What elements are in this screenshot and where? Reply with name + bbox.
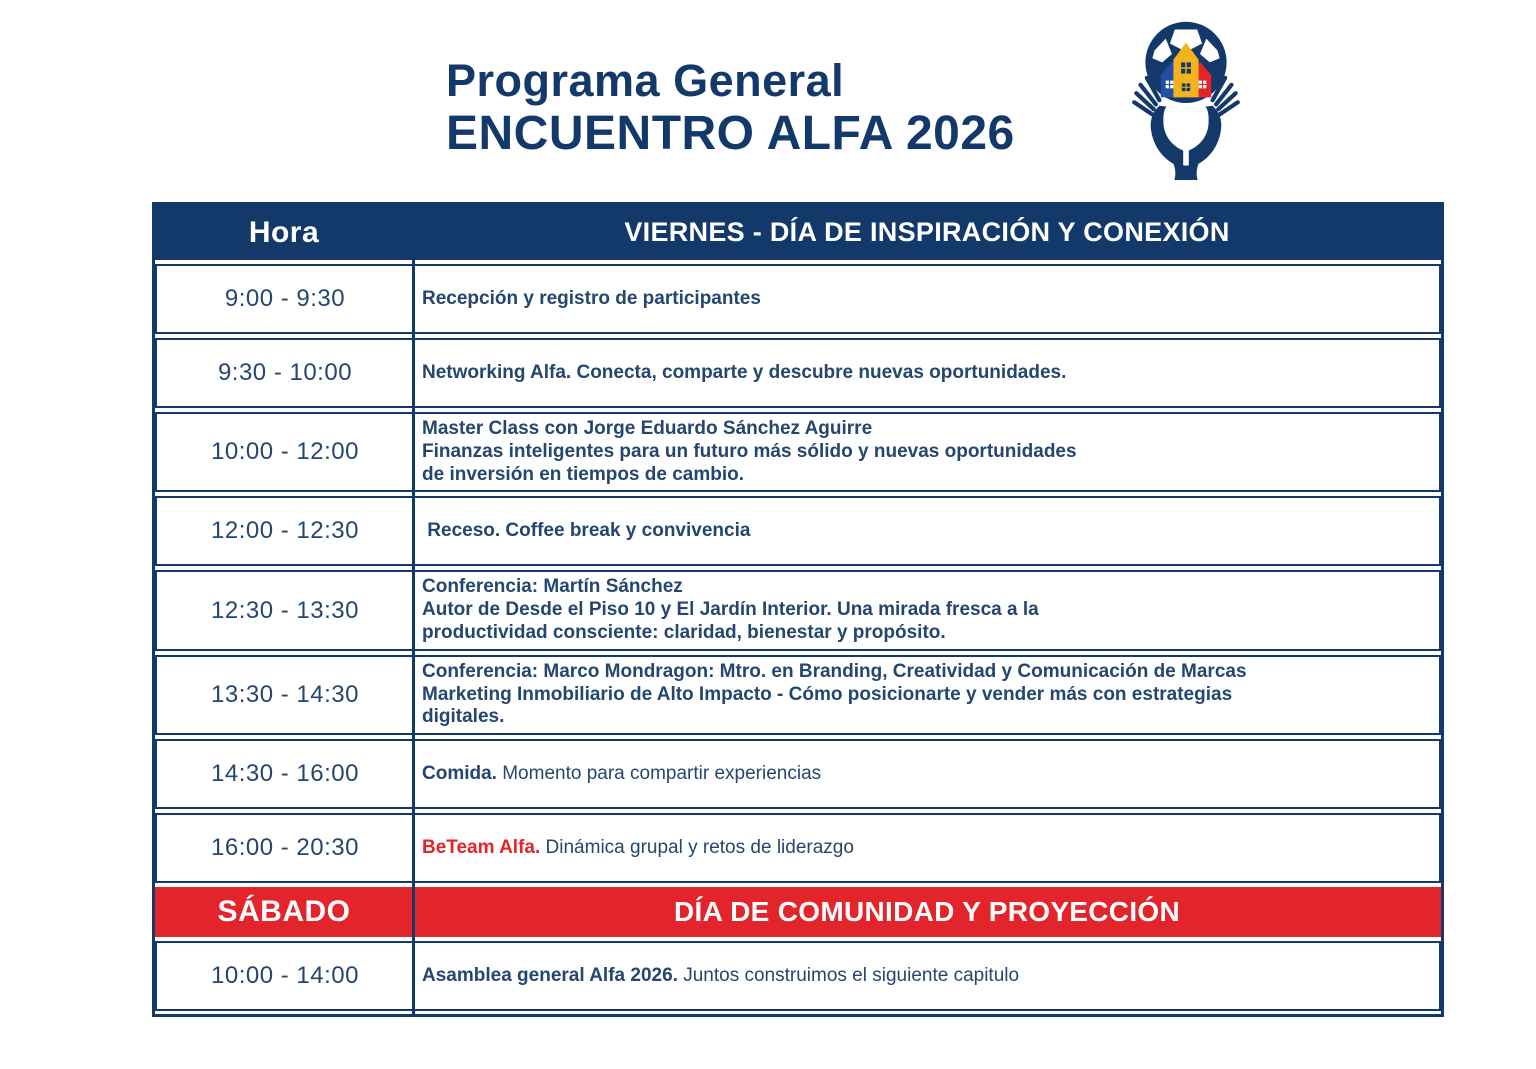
description-segment: Finanzas inteligentes para un futuro más sólido y nuevas oportunidades	[422, 440, 1077, 462]
row-time: 13:30 - 14:30	[211, 680, 359, 708]
description-segment: Autor de Desde el Piso 10 y El Jardín Interior. Una mirada fresca a la	[422, 599, 1039, 621]
row-description	[413, 815, 1439, 881]
section-header-sabado	[155, 887, 1441, 937]
description-line	[422, 837, 1427, 860]
row-description	[413, 657, 1439, 733]
row-time: 10:00 - 14:00	[211, 962, 359, 990]
section-header-title: VIERNES - DÍA DE INSPIRACIÓN Y CONEXIÓN	[624, 217, 1230, 247]
description-segment: BeTeam Alfa.	[422, 836, 541, 858]
hands-houses-logo-icon	[1122, 12, 1250, 180]
description-line	[422, 576, 1427, 599]
description-segment: digitales.	[422, 706, 505, 728]
schedule-row	[155, 941, 1441, 1011]
row-description	[413, 414, 1439, 490]
row-time: 14:30 - 16:00	[211, 760, 359, 788]
description-segment: Recepción y registro de participantes	[422, 287, 761, 309]
description-segment: Dinámica grupal y retos de liderazgo	[540, 836, 854, 858]
row-time: 10:00 - 12:00	[211, 438, 359, 466]
description-segment: Juntos construimos el siguiente capitulo	[677, 964, 1020, 986]
description-line	[422, 599, 1427, 622]
schedule-table	[152, 202, 1444, 1017]
description-segment: Networking Alfa. Conecta, comparte y descubre nuevas oportunidades.	[422, 361, 1067, 383]
description-line	[422, 441, 1427, 464]
section-header-title: DÍA DE COMUNIDAD Y PROYECCIÓN	[673, 896, 1180, 928]
row-description	[413, 741, 1439, 807]
description-line	[422, 362, 1427, 385]
description-segment: Master Class con Jorge Eduardo Sánchez Aguirre	[422, 418, 873, 439]
logo-hands	[1151, 106, 1222, 180]
description-segment: Momento para compartir experiencias	[496, 762, 822, 784]
section-header-viernes	[155, 205, 1441, 260]
page-title-line2: ENCUENTRO ALFA 2026	[446, 107, 1015, 161]
section-header-left-label: SÁBADO	[217, 895, 351, 929]
description-line	[422, 684, 1427, 707]
description-line	[422, 706, 1427, 729]
description-segment: Conferencia: Martín Sánchez	[422, 576, 683, 598]
description-segment: Asamblea general Alfa 2026.	[422, 964, 678, 986]
schedule-row	[155, 570, 1441, 650]
schedule-row	[155, 412, 1441, 492]
schedule-row	[155, 655, 1441, 735]
description-segment: productividad consciente: claridad, bienestar y propósito.	[422, 621, 946, 643]
page-title	[446, 54, 1015, 161]
description-segment: Receso. Coffee break y convivencia	[422, 519, 751, 541]
logo-svg	[1122, 12, 1250, 180]
schedule-row	[155, 496, 1441, 566]
row-description	[413, 572, 1439, 648]
description-line	[422, 763, 1427, 786]
section-header-left-label: Hora	[248, 215, 320, 249]
column-divider	[412, 205, 415, 1014]
description-line	[422, 520, 1427, 543]
row-time: 12:30 - 13:30	[211, 596, 359, 624]
description-line	[422, 464, 1427, 487]
description-segment: Marketing Inmobiliario de Alto Impacto - Cómo posicionarte y vender más con estrategias	[422, 683, 1233, 705]
description-line	[422, 622, 1427, 645]
row-time: 9:30 - 10:00	[217, 359, 353, 386]
schedule-row	[155, 813, 1441, 883]
row-description	[413, 340, 1439, 406]
row-time: 12:00 - 12:30	[211, 517, 359, 545]
description-line	[422, 288, 1427, 311]
schedule-row	[155, 739, 1441, 809]
description-segment: Comida.	[422, 762, 497, 784]
row-description	[413, 266, 1439, 332]
page-title-line1: Programa General	[446, 55, 845, 106]
schedule-row	[155, 338, 1441, 408]
description-line	[422, 418, 1427, 441]
schedule-row	[155, 264, 1441, 334]
row-time: 9:00 - 9:30	[224, 285, 346, 312]
row-description	[413, 943, 1439, 1009]
description-segment: Conferencia: Marco Mondragon: Mtro. en Branding, Creatividad y Comunicación de Marcas	[422, 660, 1247, 682]
row-time: 16:00 - 20:30	[211, 834, 359, 862]
description-segment: de inversión en tiempos de cambio.	[422, 463, 745, 485]
description-line	[422, 965, 1427, 988]
row-description	[413, 498, 1439, 564]
description-line	[422, 661, 1427, 684]
